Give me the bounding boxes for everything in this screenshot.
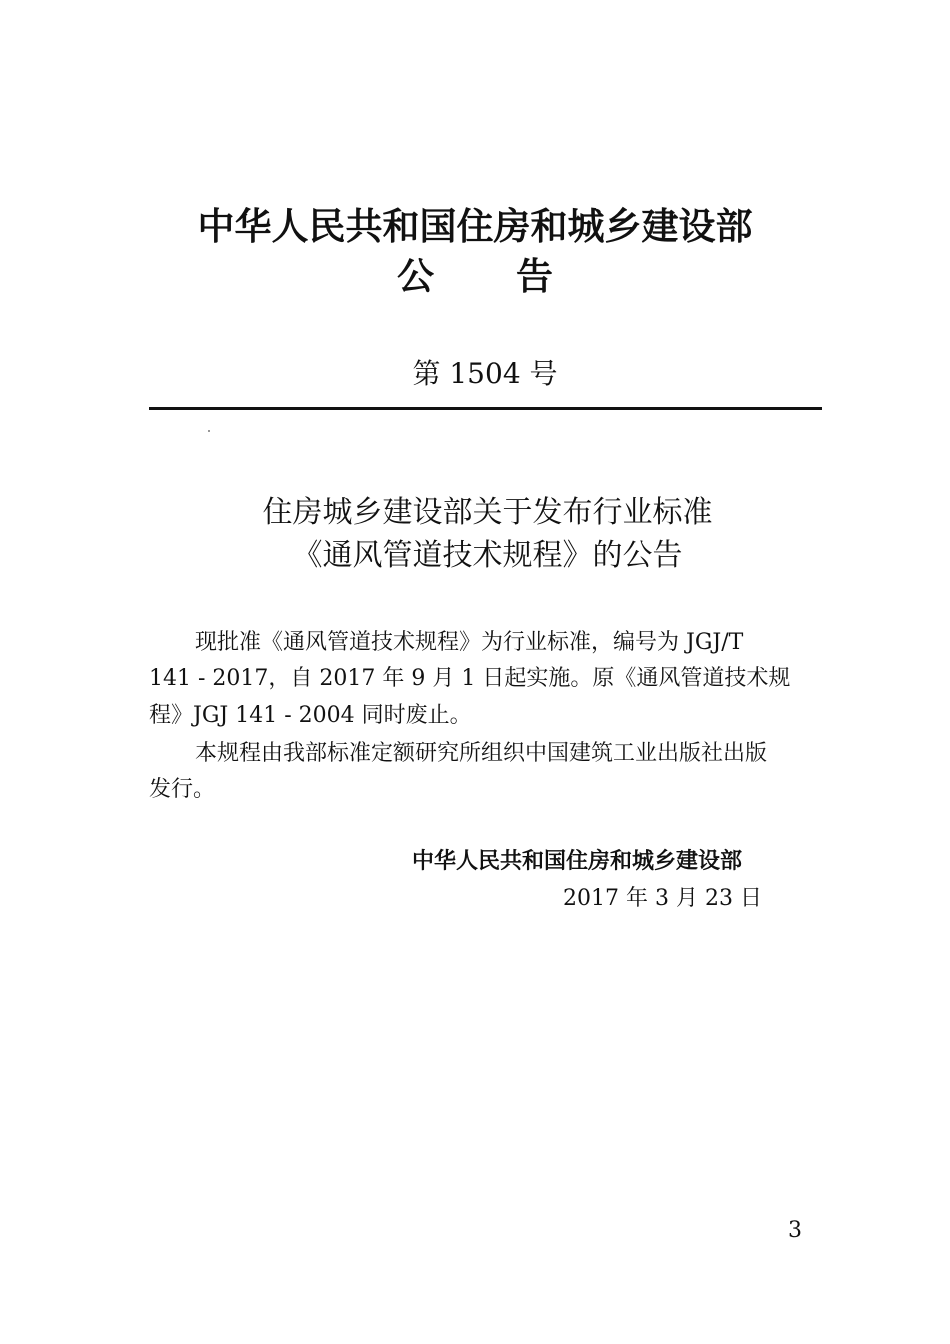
ministry-heading: 中华人民共和国住房和城乡建设部	[197, 205, 753, 248]
scan-speck	[208, 430, 210, 432]
notice-word-second: 告	[516, 255, 553, 298]
notice-number: 第 1504 号	[412, 357, 558, 390]
paragraph-2-line-1: 本规程由我部标准定额研究所组织中国建筑工业出版社出版	[195, 741, 768, 766]
document-title-line-2: 《通风管道技术规程》的公告	[292, 538, 683, 573]
document-title-line-1: 住房城乡建设部关于发布行业标准	[262, 495, 713, 530]
paragraph-1-line-3: 程》JGJ 141 - 2004 同时废止。	[149, 703, 472, 728]
paragraph-1-line-2: 141 - 2017，自 2017 年 9 月 1 日起实施。原《通风管道技术规	[149, 666, 791, 691]
notice-word-first: 公	[397, 255, 434, 298]
notice-heading	[0, 253, 950, 301]
paragraph-1-line-1: 现批准《通风管道技术规程》为行业标准，编号为 JGJ/T	[195, 630, 744, 655]
issuer-signature: 中华人民共和国住房和城乡建设部	[412, 849, 743, 874]
heading-divider	[149, 407, 822, 410]
issue-date: 2017 年 3 月 23 日	[563, 886, 762, 911]
page-number: 3	[788, 1218, 802, 1243]
paragraph-2-line-2: 发行。	[149, 777, 216, 802]
